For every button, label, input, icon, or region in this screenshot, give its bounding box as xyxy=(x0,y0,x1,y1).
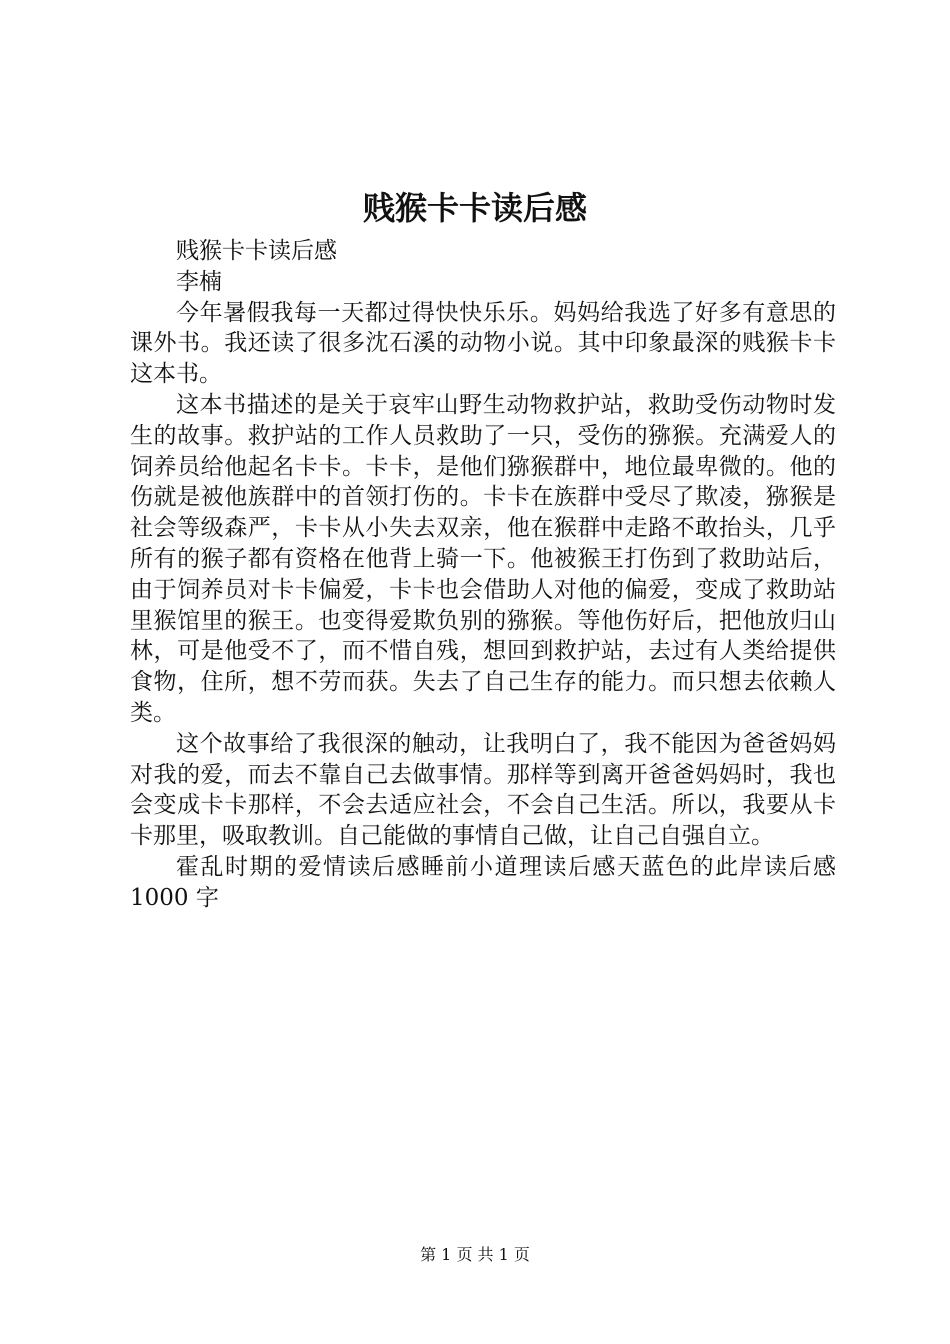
document-title: 贱猴卡卡读后感 xyxy=(362,189,587,227)
page-footer: 第 1 页 共 1 页 xyxy=(420,1245,530,1264)
paragraph-author: 李楠 xyxy=(176,268,222,295)
document-body xyxy=(130,236,836,914)
paragraph-reflection: 这个故事给了我很深的触动，让我明白了，我不能因为爸爸妈妈对我的爱，而去不靠自己去做事情。那样等到离开爸爸妈妈时，我也会变成卡卡那样，不会去适应社会，不会自己生活。所以，我要从卡卡那里，吸取教训。自己能做的事情自己做，让自己自强自立。 xyxy=(130,730,836,850)
paragraph-subtitle: 贱猴卡卡读后感 xyxy=(176,238,337,264)
paragraph-story: 这本书描述的是关于哀牢山野生动物救护站，救助受伤动物时发生的故事。救护站的工作人员救助了一只，受伤的猕猴。充满爱人的饲养员给他起名卡卡。卡卡，是他们猕猴群中，地位最卑微的。他的伤就是被他族群中的首领打伤的。卡卡在族群中受尽了欺凌，猕猴是社会等级森严，卡卡从小失去双亲，他在猴群中走路不敢抬头，几乎所有的猴子都有资格在他背上骑一下。他被猴王打伤到了救助站后，由于饲养员对卡卡偏爱，卡卡也会借助人对他的偏爱，变成了救助站里猴馆里的猴王。也变得爱欺负别的猕猴。等他伤好后，把他放归山林，可是他受不了，而不惜自残，想回到救护站，去过有人类给提供食物，住所，想不劳而获。失去了自己生存的能力。而只想去依赖人类。 xyxy=(130,391,836,726)
paragraph-intro: 今年暑假我每一天都过得快快乐乐。妈妈给我选了好多有意思的课外书。我还读了很多沈石溪的动物小说。其中印象最深的贱猴卡卡这本书。 xyxy=(130,299,836,388)
paragraph-related-titles: 霍乱时期的爱情读后感睡前小道理读后感天蓝色的此岸读后感 1000 字 xyxy=(130,853,836,911)
